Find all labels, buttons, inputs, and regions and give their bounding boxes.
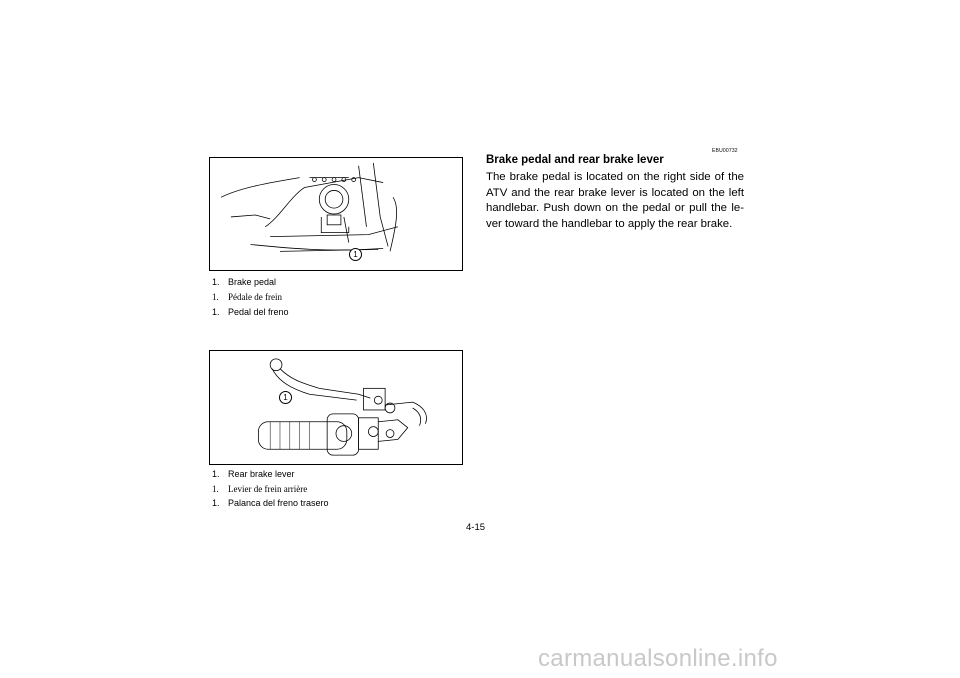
brake-pedal-illustration <box>210 158 462 270</box>
callout-number: 1 <box>353 250 358 259</box>
section-code: EBU00732 <box>712 148 738 154</box>
section-body: The brake pedal is located on the right side of the ATV and the rear brake lever is located on the left handlebar. Push down on the pedal or pull the le-ver toward the handlebar to apply the rear brake. <box>486 171 744 230</box>
callout-1 <box>349 248 362 261</box>
caption-brake-pedal-es: 1. Pedal del freno <box>212 307 289 317</box>
section-title: Brake pedal and rear brake lever <box>486 154 664 166</box>
caption-rear-brake-lever-fr: 1. Levier de frein arrière <box>212 484 308 494</box>
rear-brake-lever-illustration <box>210 351 462 464</box>
brake-pedal-figure <box>209 157 463 271</box>
watermark[interactable]: carmanualsonline.info <box>538 645 778 672</box>
callout-1 <box>279 391 292 404</box>
page-number: 4-15 <box>466 522 486 533</box>
caption-rear-brake-lever-es: 1. Palanca del freno trasero <box>212 498 329 508</box>
callout-number: 1 <box>283 393 288 402</box>
rear-brake-lever-figure <box>209 350 463 465</box>
caption-brake-pedal-fr: 1. Pédale de frein <box>212 292 282 302</box>
caption-rear-brake-lever-en: 1. Rear brake lever <box>212 469 295 479</box>
caption-brake-pedal-en: 1. Brake pedal <box>212 277 277 287</box>
